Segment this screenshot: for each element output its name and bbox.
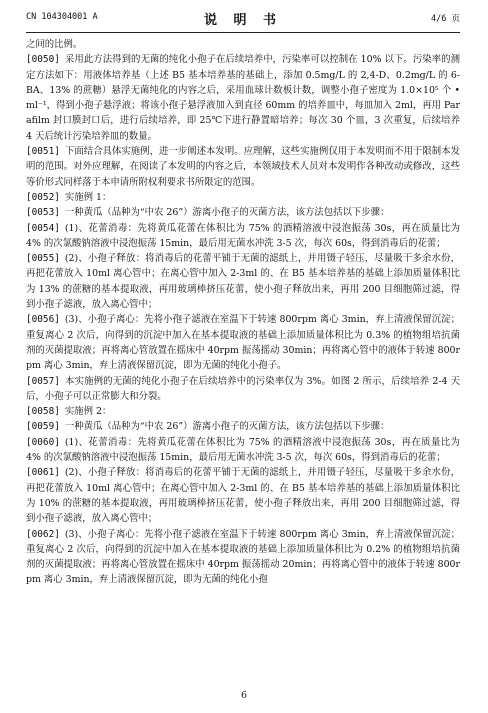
paragraph-text: (3)、小孢子离心：先将小孢子滤液在室温下于转速 800rpm 离心 3min，弃上清液保留沉淀；重复离心 2 次后，向得到的沉淀中加入在基本提取液的基础上添加质量体积比为 0.3% 的植物组培抗菌剂的灭菌提取液；再将离心管放置在摇床中 40rpm 振荡摇动 30min；再将离心管中的液体于转速 800rpm 离心 3min，弃上清液保留沉淀，即为无菌的纯化小孢子。 <box>26 314 460 372</box>
page-counter: 4/6 页 <box>431 14 460 24</box>
page-header <box>26 9 460 29</box>
paragraph-text: 采用此方法得到的无菌的纯化小孢子在后续培养中，污染率可以控制在 10% 以下。污染率的测定方法如下：用液体培养基（上述 B5 基本培养基的基础上，添加 0.5mg/L 的 2,4-D、0.2mg/L 的 6-BA、13% 的蔗糖）悬浮无菌纯化的内容之后，采用血球计数板计数，调整小孢子密度为 1.0×10⁵ 个 •ml⁻¹，得到小孢子悬浮液；将该小孢子悬浮液加入到直径 60mm 的培养皿中，每皿加入 2ml，再用 Parafilm 封口膜封口后，进行后续培养，即 25℃下进行静置暗培养；每次 30 个皿，3 次重复，后续培养 4 天后统计污染培养皿的数量。 <box>26 54 460 142</box>
paragraph-text: (1)、花蕾消毒：先将黄瓜花蕾在体积比为 75% 的酒精溶液中浸泡振荡 30s，再在质量比为 4% 的次氯酸钠溶液中浸泡振荡 15min，最后用无菌水冲洗 3-5 次，每次 60s，得到消毒后的花蕾； <box>26 222 460 249</box>
paragraph-number: [0052] <box>26 191 60 203</box>
paragraph-text: 本实施例的无菌的纯化小孢子在后续培养中的污染率仅为 3%。如图 2 所示，后续培养 2-4 天后，小孢子可以正常膨大和分裂。 <box>26 375 460 402</box>
paragraph-text: 一种黄瓜（品种为“中农 26”）游离小孢子的灭菌方法，该方法包括以下步骤： <box>64 207 390 219</box>
paragraph-text: 之间的比例。 <box>26 39 83 50</box>
paragraph <box>26 527 460 588</box>
paragraph-number: [0058] <box>26 406 60 418</box>
paragraph <box>26 52 460 144</box>
paragraph-number: [0060] <box>26 436 60 448</box>
document-number: CN 104304001 A <box>26 12 98 22</box>
paragraph <box>26 205 460 220</box>
document-body <box>26 37 460 588</box>
paragraph-number: [0062] <box>26 528 60 540</box>
paragraph-text: 下面结合具体实施例，进一步阐述本发明。应理解，这些实施例仅用于本发明而不用于限制本发明的范围。对外应理解，在阅读了本发明的内容之后，本领域技术人员对本发明作各种改动或修改，这些等价形式同样落于本申请所附权利要求书所限定的范围。 <box>26 146 460 188</box>
paragraph <box>26 465 460 526</box>
paragraph <box>26 404 460 419</box>
paragraph-number: [0061] <box>26 467 60 479</box>
page-title: 说 明 书 <box>203 13 283 28</box>
paragraph <box>26 435 460 466</box>
paragraph-number: [0059] <box>26 421 60 433</box>
page-number: 6 <box>240 690 248 701</box>
paragraph <box>26 374 460 405</box>
paragraph-text: (2)、小孢子释放：将消毒后的花蕾平铺于无菌的滤纸上，并用镊子轻压，尽量吸干多余水份，再把花蕾放入 10ml 离心管中；在离心管中加入 2-3ml 的、在 B5 基本培养基的基础上添加质量体积比为 10% 的蔗糖的基本提取液，再用玻璃棒挤压花蕾，使小孢子释放出来，再用 200 目细胞筛过滤，得到小孢子滤液，放入离心管中； <box>26 467 460 525</box>
paragraph <box>26 190 460 205</box>
paragraph <box>26 419 460 434</box>
paragraph-text: (1)、花蕾消毒：先将黄瓜花蕾在体积比为 75% 的酒精溶液中浸泡振荡 30s，再在质量比为 4% 的次氯酸钠溶液中浸泡振荡 15min，最后用无菌水冲洗 3-5 次，每次 60s，得到消毒后的花蕾； <box>26 436 460 464</box>
paragraph-number: [0050] <box>26 54 60 66</box>
paragraph-text: 实施例 2： <box>64 406 112 418</box>
paragraph-text: 实施例 1： <box>64 191 112 203</box>
header-rule <box>26 32 460 33</box>
paragraph <box>26 251 460 312</box>
paragraph-number: [0054] <box>26 222 60 234</box>
paragraph-number: [0056] <box>26 314 60 326</box>
paragraph-text: (2)、小孢子释放：将消毒后的花蕾平铺于无菌的滤纸上，并用镊子轻压，尽量吸干多余水份，再把花蕾放入 10ml 离心管中；在离心管中加入 2-3ml 的、在 B5 基本培养基的基础上添加质量体积比为 13% 的蔗糖的基本提取液，再用玻璃棒挤压花蕾，使小孢子释放出来，再用 200 目细胞筛过滤，得到小孢子滤液，放入离心管中； <box>26 253 460 311</box>
paragraph <box>26 144 460 190</box>
paragraph <box>26 312 460 373</box>
paragraph <box>26 221 460 252</box>
paragraph-number: [0053] <box>26 207 60 219</box>
paragraph <box>26 37 460 52</box>
paragraph-text: 一种黄瓜（品种为“中农 26”）游离小孢子的灭菌方法，该方法包括以下步骤： <box>64 421 390 433</box>
paragraph-text: (3)、小孢子离心：先将小孢子滤液在室温下于转速 800rpm 离心 3min，弃上清液保留沉淀；重复离心 2 次后，向得到的沉淀中加入在基本提取液的基础上添加质量体积比为 0.2% 的植物组培抗菌剂的灭菌提取液；再将离心管放置在摇床中 40rpm 振荡摇动 20min；再将离心管中的液体于转速 800rpm 离心 3min，弃上清液保留沉淀，即为无菌的纯化小孢 <box>26 528 460 586</box>
paragraph-number: [0057] <box>26 375 60 387</box>
paragraph-number: [0051] <box>26 146 60 158</box>
paragraph-number: [0055] <box>26 253 60 265</box>
